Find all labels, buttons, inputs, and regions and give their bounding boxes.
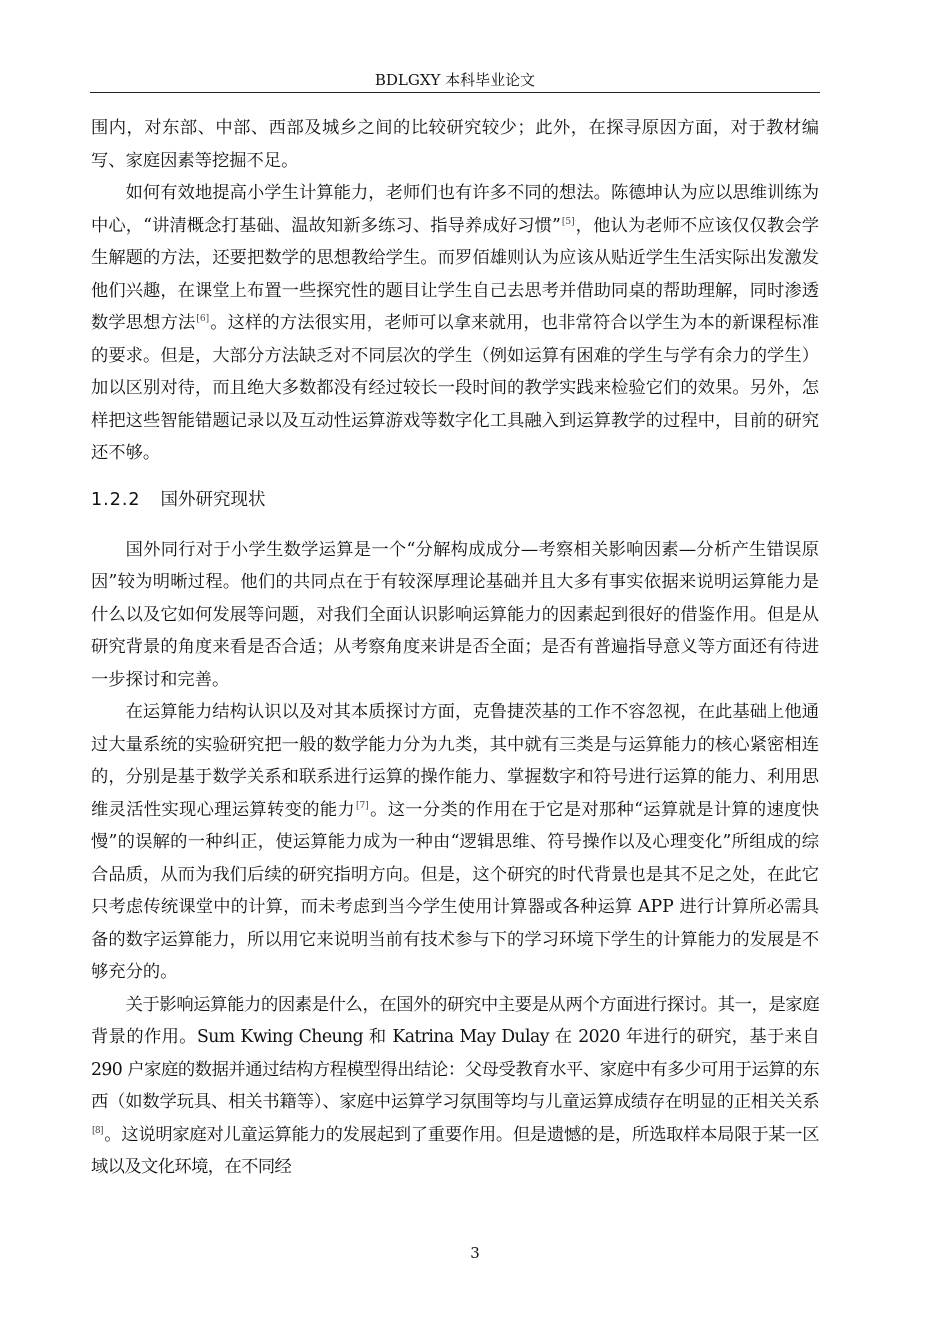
- paragraph: 如何有效地提高小学生计算能力，老师们也有许多不同的想法。陈德坤认为应以思维训练为中心，“讲清概念打基础、温故知新多练习、指导养成好习惯”[5]，他认为老师不应该仅仅教会学生解题的方法，还要把数学的思想教给学生。而罗佰雄则认为应该从贴近学生生活实际出发激发他们兴趣，在课堂上布置一些探究性的题目让学生自己去思考并借助同桌的帮助理解，同时渗透数学思想方法[6]。这样的方法很实用，老师可以拿来就用，也非常符合以学生为本的新课程标准的要求。但是，大部分方法缺乏对不同层次的学生（例如运算有困难的学生与学有余力的学生）加以区别对待，而且绝大多数都没有经过较长一段时间的教学实践来检验它们的效果。另外，怎样把这些智能错题记录以及互动性运算游戏等数字化工具融入到运算教学的过程中，目前的研究还不够。: [91, 183, 819, 463]
- citation-ref: [7]: [356, 800, 369, 811]
- paragraph: 在运算能力结构认识以及对其本质探讨方面，克鲁捷茨基的工作不容忽视，在此基础上他通过大量系统的实验研究把一般的数学能力分为九类，其中就有三类是与运算能力的核心紧密相连的，分别是基于数学关系和联系进行运算的操作能力、掌握数字和符号进行运算的能力、利用思维灵活性实现心理运算转变的能力[7]。这一分类的作用在于它是对那种“运算就是计算的速度快慢”的误解的一种纠正，使运算能力成为一种由“逻辑思维、符号操作以及心理变化”所组成的综合品质，从而为我们后续的研究指明方向。但是，这个研究的时代背景也是其不足之处，在此它只考虑传统课堂中的计算，而未考虑到当今学生使用计算器或各种运算 APP 进行计算所必需具备的数字运算能力，所以用它来说明当前有技术参与下的学习环境下学生的计算能力的发展是不够充分的。: [91, 702, 819, 982]
- citation-ref: [6]: [196, 314, 210, 324]
- section-number: 1.2.2: [91, 489, 141, 510]
- page-header: [90, 68, 820, 93]
- main-text: [91, 112, 819, 1184]
- section-title: 国外研究现状: [160, 489, 266, 510]
- paragraph: 关于影响运算能力的因素是什么，在国外的研究中主要是从两个方面进行探讨。其一，是家庭背景的作用。Sum Kwing Cheung 和 Katrina May Dulay 在 2020 年进行的研究，基于来自 290 户家庭的数据并通过结构方程模型得出结论：父母受教育水平、家庭中有多少可用于运算的东西（如数学玩具、相关书籍等）、家庭中运算学习氛围等均与儿童运算成绩存在明显的正相关关系[8]。这说明家庭对儿童运算能力的发展起到了重要作用。但是遗憾的是，所选取样本局限于某一区域以及文化环境，在不同经: [91, 994, 819, 1177]
- section-heading: [91, 484, 819, 516]
- header-title: BDLGXY 本科毕业论文: [374, 71, 536, 89]
- paragraph-continued: 围内，对东部、中部、西部及城乡之间的比较研究较少；此外，在探寻原因方面，对于教材编写、家庭因素等挖掘不足。: [91, 118, 819, 171]
- page-number: 3: [470, 1244, 480, 1262]
- citation-ref: [5]: [561, 216, 575, 227]
- citation-ref: [8]: [92, 1125, 103, 1136]
- paragraph: 国外同行对于小学生数学运算是一个“分解构成成分—考察相关影响因素—分析产生错误原因”较为明晰过程。他们的共同点在于有较深厚理论基础并且大多有事实依据来说明运算能力是什么以及它如何发展等问题，对我们全面认识影响运算能力的因素起到很好的借鉴作用。但是从研究背景的角度来看是否合适；从考察角度来讲是否全面；是否有普遍指导意义等方面还有待进一步探讨和完善。: [91, 539, 819, 690]
